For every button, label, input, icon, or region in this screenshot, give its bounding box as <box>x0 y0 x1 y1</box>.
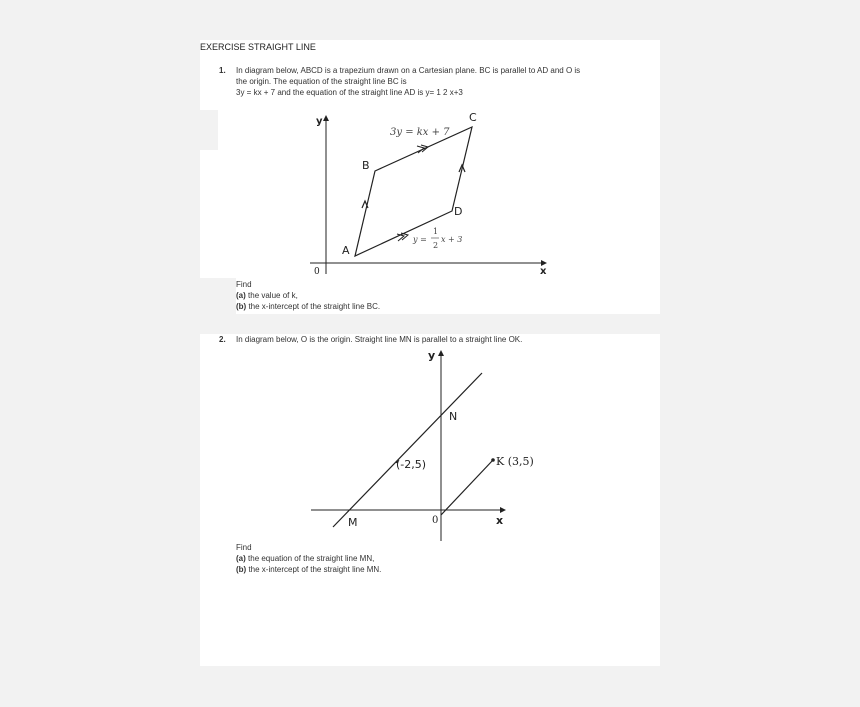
y-axis-label: y <box>428 349 436 362</box>
part-b-label: (b) <box>236 302 247 311</box>
part-a-label: (a) <box>236 554 246 563</box>
question-1-line-2: the origin. The equation of the straight line BC is <box>236 77 407 86</box>
question-1-number: 1. <box>219 66 226 75</box>
question-1-find: Find <box>236 280 252 289</box>
equation-ad-denominator: 2 <box>433 241 439 250</box>
point-m-label: M <box>348 516 358 529</box>
part-b-text: the x-intercept of the straight line BC. <box>248 302 381 311</box>
parallel-lines-diagram <box>305 345 535 545</box>
question-2-line-1: In diagram below, O is the origin. Straight line MN is parallel to a straight line OK. <box>236 335 523 344</box>
equation-ad-rhs: x + 3 <box>441 235 463 244</box>
point-coordinate-label: (-2,5) <box>396 458 427 471</box>
x-axis-label: x <box>540 266 547 277</box>
origin-label: 0 <box>314 267 320 277</box>
question-2-part-a <box>236 554 374 564</box>
margin-band <box>200 278 236 314</box>
question-1-part-b <box>236 302 380 312</box>
equation-ad-lhs: y = <box>413 235 427 244</box>
origin-label: 0 <box>432 515 439 526</box>
question-1-line-3: 3y = kx + 7 and the equation of the straight line AD is y= 1 2 x+3 <box>236 88 463 97</box>
margin-band <box>200 110 218 150</box>
question-2-part-b <box>236 565 381 575</box>
line-ok <box>441 460 493 515</box>
question-1-part-a <box>236 291 298 301</box>
part-a-label: (a) <box>236 291 246 300</box>
part-b-text: the x-intercept of the straight line MN. <box>248 565 382 574</box>
equation-ad-numerator: 1 <box>433 227 439 236</box>
y-axis-label: y <box>316 116 323 127</box>
part-a-text: the value of k, <box>248 291 298 300</box>
page-title: EXERCISE STRAIGHT LINE <box>200 42 316 52</box>
vertex-b-label: B <box>362 159 370 172</box>
trapezium-diagram <box>300 110 560 280</box>
vertex-a-label: A <box>342 244 350 257</box>
worksheet-page <box>200 40 660 666</box>
x-axis-label: x <box>496 514 504 527</box>
equation-bc-label: 3y = kx + 7 <box>390 127 450 138</box>
section-separator <box>200 314 660 334</box>
question-2-number: 2. <box>219 335 226 344</box>
part-a-text: the equation of the straight line MN, <box>248 554 375 563</box>
point-k-label: K (3,5) <box>496 455 534 468</box>
question-1-line-1: In diagram below, ABCD is a trapezium drawn on a Cartesian plane. BC is parallel to AD and O is <box>236 66 581 75</box>
point-n-label: N <box>449 410 458 423</box>
vertex-c-label: C <box>469 111 477 124</box>
point-k <box>491 458 495 462</box>
line-mn <box>333 373 482 527</box>
vertex-d-label: D <box>454 205 463 218</box>
part-b-label: (b) <box>236 565 247 574</box>
question-2-find: Find <box>236 543 252 552</box>
